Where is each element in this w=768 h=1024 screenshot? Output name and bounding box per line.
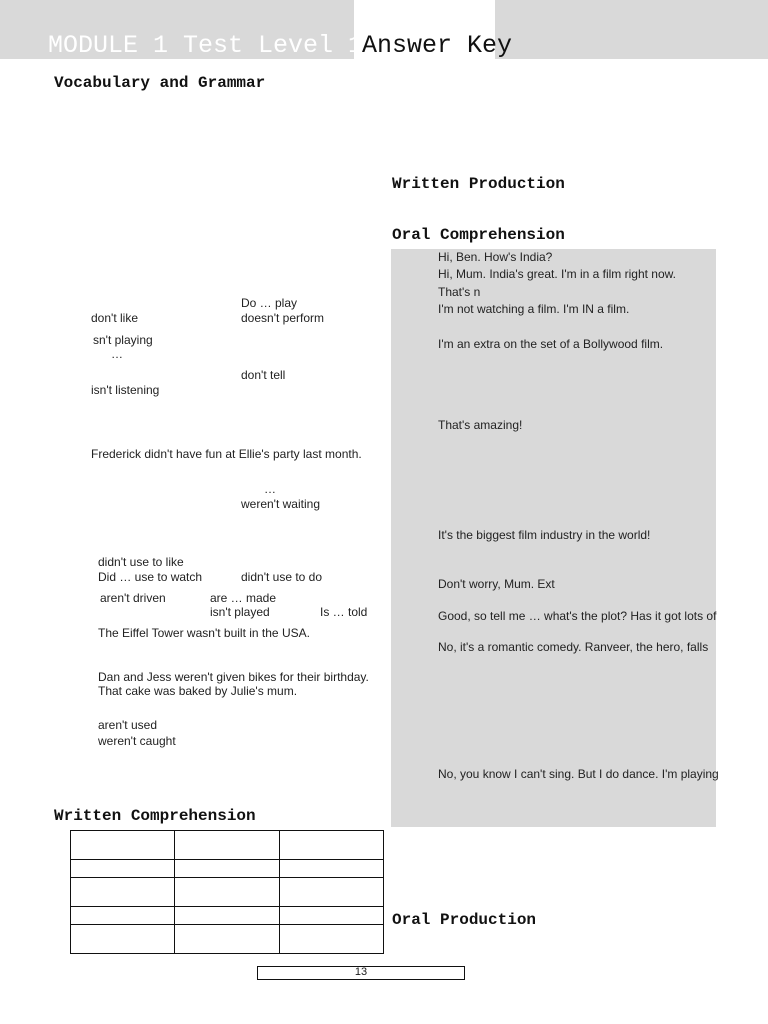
vocab-answer: didn't use to do: [241, 570, 323, 584]
page-number-box: [257, 966, 465, 980]
answer-key-title: Answer Key: [362, 31, 513, 60]
dialogue-line: Hi, Ben. How's India?: [438, 250, 553, 264]
dialogue-line: That's n: [438, 285, 481, 299]
vocab-answer: The Eiffel Tower wasn't built in the USA.: [98, 626, 310, 640]
vocab-answer: aren't driven: [100, 591, 166, 605]
vocab-answer: That cake was baked by Julie's mum.: [98, 684, 298, 698]
vocab-answer: …: [111, 347, 123, 361]
vocab-answer: weren't waiting: [241, 497, 320, 511]
table-cell: [279, 860, 383, 878]
vocab-answer: didn't use to like: [98, 555, 184, 569]
table-cell: [175, 907, 279, 925]
table-cell: [71, 878, 175, 907]
dialogue-line: That's amazing!: [438, 418, 523, 432]
table-cell: [279, 831, 383, 860]
dialogue-line: Good, so tell me … what's the plot? Has it got lots of: [438, 609, 717, 623]
module-title: MODULE 1 Test Level 1: [48, 31, 364, 60]
vocab-answer: don't like: [91, 311, 138, 325]
section-written-comprehension: Written Comprehension: [54, 807, 256, 825]
vocab-answer: Do … play: [241, 296, 298, 310]
section-written-production: Written Production: [392, 175, 565, 193]
vocab-answer: sn't playing: [93, 333, 153, 347]
dialogue-line: Hi, Mum. India's great. I'm in a film right now.: [438, 267, 676, 281]
dialogue-line: Don't worry, Mum. Ext: [438, 577, 555, 591]
table-cell: [175, 878, 279, 907]
vocab-answer: Is … told: [320, 605, 368, 619]
written-comprehension-table: [70, 830, 384, 954]
vocab-answer: Dan and Jess weren't given bikes for their birthday.: [98, 670, 369, 684]
vocab-answer: doesn't perform: [241, 311, 324, 325]
vocab-answer: isn't listening: [91, 383, 160, 397]
table-cell: [279, 907, 383, 925]
table-cell: [279, 878, 383, 907]
vocab-answer: aren't used: [98, 718, 157, 732]
section-oral-comprehension: Oral Comprehension: [392, 226, 565, 244]
vocab-answer: …: [264, 482, 276, 496]
vocab-answer: don't tell: [241, 368, 286, 382]
dialogue-line: No, you know I can't sing. But I do dance. I'm playing: [438, 767, 719, 781]
table-cell: [71, 860, 175, 878]
page-number: 13: [354, 966, 368, 978]
table-cell: [71, 925, 175, 954]
vocab-answer: Did … use to watch: [98, 570, 203, 584]
table-cell: [71, 907, 175, 925]
dialogue-line: It's the biggest film industry in the world!: [438, 528, 651, 542]
table-cell: [71, 831, 175, 860]
vocab-answer: Frederick didn't have fun at Ellie's party last month.: [91, 447, 362, 461]
dialogue-line: I'm an extra on the set of a Bollywood film.: [438, 337, 664, 351]
section-oral-production: Oral Production: [392, 911, 537, 929]
table-cell: [279, 925, 383, 954]
section-vocabulary-grammar: Vocabulary and Grammar: [54, 74, 266, 92]
table-cell: [175, 860, 279, 878]
dialogue-line: I'm not watching a film. I'm IN a film.: [438, 302, 630, 316]
table-cell: [175, 925, 279, 954]
vocab-answer: are … made: [210, 591, 277, 605]
dialogue-line: No, it's a romantic comedy. Ranveer, the hero, falls: [438, 640, 709, 654]
vocab-answer: weren't caught: [98, 734, 176, 748]
table-cell: [175, 831, 279, 860]
vocab-answer: isn't played: [210, 605, 270, 619]
